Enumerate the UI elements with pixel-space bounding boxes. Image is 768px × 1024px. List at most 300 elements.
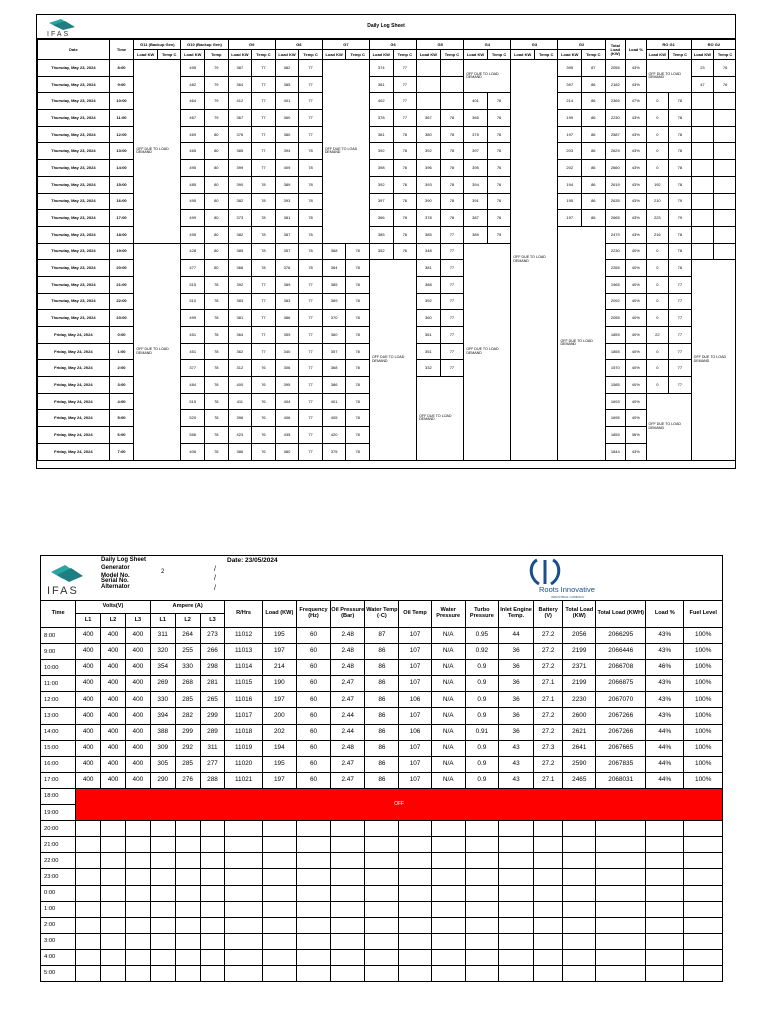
g2-load: 202 [558,160,582,177]
reading-cell: 276 [175,772,200,788]
reading-cell: 2067070 [596,692,646,708]
reading-cell: 0.9 [465,692,498,708]
reading-cell: 2.47 [331,756,365,772]
col-header-time: Time [109,40,134,60]
g8-temp: 77 [299,410,323,427]
load-percent: 43% [626,60,646,77]
empty-cell [498,853,533,869]
empty-cell [296,821,330,837]
empty-cell [365,885,399,901]
empty-cell [465,917,498,933]
col-header-total-load: Total Load (KW) [605,40,625,60]
empty-cell [684,885,723,901]
empty-cell [399,901,431,917]
empty-cell [200,917,225,933]
reading-cell: 100% [684,756,723,772]
col-header-generator: G4 [464,40,511,50]
total-load: 2587 [605,126,625,143]
table-row [41,740,723,756]
load-percent: 43% [626,110,646,127]
g9-load: 383 [228,293,252,310]
empty-cell [714,176,736,193]
reading-cell: 2.47 [331,772,365,788]
reading-cell: 36 [498,644,533,660]
load-percent: 40% [626,393,646,410]
reading-cell: 11012 [225,628,262,644]
g10-load: 451 [181,327,205,344]
g10-temp: 78 [205,393,229,410]
empty-cell [101,965,126,981]
g9-load: 423 [228,427,252,444]
row-time: 21:00 [109,276,134,293]
row-time: 11:00 [41,676,76,692]
empty-cell [200,949,225,965]
empty-cell [101,869,126,885]
off-due-to-load-demand-note: OFF DUE TO LOAD DEMAND [511,60,558,461]
total-load: 1570 [605,360,625,377]
g9-load: 381 [228,310,252,327]
reading-cell: 86 [365,740,399,756]
reading-cell: 100% [684,772,723,788]
g10-load: 451 [181,343,205,360]
g5-temp: 78 [440,176,464,193]
col-header-metric: Oil Pressure (Bar) [331,601,365,628]
row-time: 1:00 [41,901,76,917]
reading-cell: 100% [684,740,723,756]
g9-load: 386 [228,443,252,460]
g5-load: 392 [417,293,441,310]
reading-cell: 11019 [225,740,262,756]
g8-load: 382 [275,60,299,77]
g9-temp: 77 [252,310,276,327]
empty-cell [101,837,126,853]
empty-cell [296,965,330,981]
empty-cell [101,821,126,837]
load-percent: 43% [626,126,646,143]
col-subheader-phase: L2 [175,614,200,628]
g6-temp: 77 [393,76,417,93]
empty-cell [399,821,431,837]
empty-cell [465,821,498,837]
row-date: Friday, May 24, 2024 [38,393,110,410]
g5-load: 393 [417,176,441,193]
g10-load: 556 [181,427,205,444]
table-row [41,885,723,901]
g9-load: 312 [228,360,252,377]
col-subheader-temp: Temp C [346,50,370,60]
g10-temp: 78 [205,293,229,310]
reading-cell: 36 [498,692,533,708]
g6-load: 402 [369,93,393,110]
ro-g1-temp: 77 [669,310,692,327]
g5-temp: 78 [440,160,464,177]
row-date: Thursday, May 23, 2024 [38,210,110,227]
empty-cell [365,933,399,949]
g10-load: 469 [181,126,205,143]
empty-cell [262,949,296,965]
empty-cell [684,837,723,853]
reading-cell: 400 [101,692,126,708]
col-subheader-temp: Temp C [252,50,276,60]
empty-cell [76,853,101,869]
g9-load: 382 [228,193,252,210]
load-percent: 43% [626,210,646,227]
off-due-to-load-demand-note: OFF DUE TO LOAD DEMAND [369,260,416,460]
row-time: 22:00 [109,293,134,310]
g10-load: 510 [181,293,205,310]
reading-cell: 27.1 [534,676,563,692]
ro-g1-temp: 78 [669,110,692,127]
empty-cell [596,837,646,853]
total-load: 1859 [605,427,625,444]
empty-cell [175,853,200,869]
col-header-generator: G3 [511,40,558,50]
col-subheader-load: Load KW [181,50,205,60]
reading-cell: 2371 [563,660,596,676]
g8-temp: 77 [299,327,323,344]
empty-cell [714,226,736,243]
g5-load: 385 [417,226,441,243]
g6-temp: 77 [393,60,417,77]
reading-cell: 11018 [225,724,262,740]
g6-load: 378 [369,110,393,127]
empty-cell [125,853,150,869]
empty-cell [225,885,262,901]
table-row [38,60,737,77]
reading-cell: 36 [498,660,533,676]
ro-g1-temp: 78 [669,176,692,193]
load-percent: 36% [626,427,646,444]
g9-load: 390 [228,176,252,193]
reading-cell: 27.2 [534,708,563,724]
reading-cell: 354 [150,660,175,676]
empty-cell [431,965,465,981]
reading-cell: 107 [399,756,431,772]
g4-load: 397 [464,143,488,160]
empty-cell [563,949,596,965]
row-time: 23:00 [109,310,134,327]
table-row [41,644,723,660]
reading-cell: 285 [175,756,200,772]
reading-cell: N/A [431,660,465,676]
empty-cell [365,821,399,837]
empty-cell [399,869,431,885]
g2-temp: 86 [582,76,606,93]
g9-load: 400 [228,377,252,394]
empty-cell [331,837,365,853]
empty-cell [150,965,175,981]
row-date: Thursday, May 23, 2024 [38,93,110,110]
empty-cell [563,933,596,949]
g10-load: 495 [181,160,205,177]
empty-cell [563,885,596,901]
reading-cell: 2.44 [331,724,365,740]
empty-cell [714,210,736,227]
empty-cell [262,869,296,885]
off-due-to-load-demand-note: OFF DUE TO LOAD DEMAND [134,243,181,460]
ro-g1-load: 0 [646,293,669,310]
reading-cell: 2.48 [331,628,365,644]
reading-cell: 400 [76,756,101,772]
load-percent: 47% [626,93,646,110]
g5-temp: 78 [440,210,464,227]
empty-cell [465,949,498,965]
ro-g1-temp: 78 [669,143,692,160]
empty-cell [714,143,736,160]
empty-cell [125,821,150,837]
reading-cell: 400 [101,676,126,692]
total-load: 2265 [605,260,625,277]
g2-load: 197 [558,126,582,143]
reading-cell: 214 [262,660,296,676]
reading-cell: 2066708 [596,660,646,676]
g10-temp: 80 [205,193,229,210]
row-time: 2:00 [41,917,76,933]
reading-cell: 27.3 [534,740,563,756]
g9-temp: 77 [252,76,276,93]
reading-cell: 27.1 [534,692,563,708]
g9-load: 385 [228,143,252,160]
g2-load: 195 [558,193,582,210]
reading-cell: 43% [646,692,684,708]
ro-g1-load: 22 [646,327,669,344]
row-time: 9:00 [41,644,76,660]
row-date: Friday, May 24, 2024 [38,377,110,394]
table-row [41,869,723,885]
g10-load: 464 [181,93,205,110]
g5-temp [440,76,464,93]
ro-g1-temp: 78 [669,243,692,260]
reading-cell: 107 [399,660,431,676]
reading-cell: 11014 [225,660,262,676]
col-header-metric: Water Pressure [431,601,465,628]
empty-cell [596,869,646,885]
empty-cell [175,837,200,853]
g9-temp: 77 [252,343,276,360]
g5-load [417,60,441,77]
reading-cell: 107 [399,644,431,660]
reading-cell: 36 [498,724,533,740]
g9-load: 364 [228,327,252,344]
empty-cell [296,901,330,917]
reading-cell: 289 [200,724,225,740]
off-due-to-load-demand-note: OFF DUE TO LOAD DEMAND [646,393,691,460]
col-subheader-load: Load KW [646,50,669,60]
svg-text:IFAS: IFAS [47,585,79,596]
reading-cell: N/A [431,628,465,644]
empty-cell [150,901,175,917]
col-subheader-load: Load KW [558,50,582,60]
empty-cell [563,965,596,981]
empty-cell [498,901,533,917]
col-subheader-load: Load KW [134,50,158,60]
g8-temp: 77 [299,293,323,310]
empty-cell [262,965,296,981]
reading-cell: 400 [76,644,101,660]
empty-cell [534,965,563,981]
reading-cell: 46% [646,660,684,676]
reading-cell: 400 [76,708,101,724]
reading-cell: 86 [365,660,399,676]
empty-cell [465,853,498,869]
row-date: Thursday, May 23, 2024 [38,110,110,127]
g4-load: 395 [464,160,488,177]
g2-load: 395 [558,60,582,77]
empty-cell [534,853,563,869]
g5-load [417,93,441,110]
reading-cell: 2067266 [596,708,646,724]
load-percent: 40% [626,360,646,377]
empty-cell [331,949,365,965]
g5-load: 390 [417,193,441,210]
svg-text:IFAS: IFAS [47,31,71,37]
empty-cell [646,933,684,949]
g7-temp: 78 [346,243,370,260]
total-load: 2629 [605,143,625,160]
empty-cell [331,821,365,837]
ro-g2-load: 23 [691,60,714,77]
g9-load: 376 [228,126,252,143]
empty-cell [684,821,723,837]
ro-g1-temp: 79 [669,210,692,227]
table-row [41,901,723,917]
g9-temp: 77 [252,276,276,293]
reading-cell: 290 [150,772,175,788]
g4-temp: 76 [487,210,511,227]
off-banner: OFF [76,788,723,820]
col-subheader-phase: L3 [125,614,150,628]
g10-load: 499 [181,310,205,327]
col-header-metric: R/Hrs [225,601,262,628]
empty-cell [125,933,150,949]
reading-cell: 2.48 [331,660,365,676]
g5-load: 367 [417,110,441,127]
empty-cell [714,93,736,110]
g7-load: 401 [322,393,346,410]
table-row [41,821,723,837]
g10-temp: 79 [205,93,229,110]
empty-cell [200,869,225,885]
empty-cell [596,821,646,837]
g10-temp: 78 [205,343,229,360]
reading-cell: 11017 [225,708,262,724]
reading-cell: 400 [125,628,150,644]
total-load: 2055 [605,60,625,77]
reading-cell: N/A [431,724,465,740]
row-time: 3:00 [41,933,76,949]
divider: / [214,585,216,592]
reading-cell: 2066295 [596,628,646,644]
ifas-logo [45,560,95,596]
reading-cell: 107 [399,628,431,644]
g10-temp: 80 [205,126,229,143]
g8-temp: 78 [299,143,323,160]
g6-temp: 78 [393,226,417,243]
g5-load [417,76,441,93]
empty-cell [534,885,563,901]
g6-temp: 78 [393,143,417,160]
reading-cell: 2.47 [331,676,365,692]
empty-cell [684,933,723,949]
row-date: Thursday, May 23, 2024 [38,193,110,210]
empty-cell [534,917,563,933]
col-subheader-temp: Temp [205,50,229,60]
reading-cell: 400 [101,628,126,644]
reading-cell: 255 [175,644,200,660]
g8-load: 359 [275,327,299,344]
load-percent: 40% [626,343,646,360]
g8-load: 435 [275,427,299,444]
ro-g2-load: 47 [691,76,714,93]
g2-temp: 86 [582,210,606,227]
empty-cell [684,869,723,885]
g2-load: 199 [558,110,582,127]
empty-cell [175,917,200,933]
reading-cell: 11013 [225,644,262,660]
reading-cell: 282 [175,708,200,724]
g5-temp: 77 [440,310,464,327]
reading-cell: 107 [399,772,431,788]
table-row [41,628,723,644]
empty-cell [101,917,126,933]
g10-temp: 80 [205,143,229,160]
empty-cell [125,869,150,885]
empty-cell [399,917,431,933]
empty-cell [498,917,533,933]
g4-temp: 76 [487,126,511,143]
reading-cell: 197 [262,692,296,708]
empty-cell [684,901,723,917]
ro-g1-temp: 78 [669,93,692,110]
g8-load: 401 [275,93,299,110]
empty-cell [76,917,101,933]
g6-load: 381 [369,126,393,143]
total-load: 2479 [605,226,625,243]
g7-load: 360 [322,327,346,344]
g6-temp: 78 [393,176,417,193]
row-time: 7:00 [109,443,134,460]
g5-temp [440,93,464,110]
g5-load: 392 [417,143,441,160]
g7-load: 389 [322,293,346,310]
g10-load: 465 [181,143,205,160]
reading-cell: 43% [646,676,684,692]
g8-temp: 77 [299,93,323,110]
reading-cell: 400 [125,644,150,660]
g9-temp: 78 [252,260,276,277]
g2-load: 397 [558,76,582,93]
off-due-to-load-demand-note: OFF DUE TO LOAD DEMAND [691,260,736,460]
col-header-volts: Volts(V) [76,601,151,614]
reading-cell: 2621 [563,724,596,740]
g9-temp: 76 [252,410,276,427]
row-time: 6:00 [109,427,134,444]
empty-cell [498,949,533,965]
empty-cell [101,949,126,965]
g8-load: 389 [275,276,299,293]
empty-cell [296,869,330,885]
reading-cell: 87 [365,628,399,644]
empty-cell [101,901,126,917]
reading-cell: 388 [150,724,175,740]
empty-cell [498,837,533,853]
g8-temp: 78 [299,210,323,227]
g10-load: 495 [181,60,205,77]
g10-load: 477 [181,260,205,277]
row-date: Thursday, May 23, 2024 [38,226,110,243]
reading-cell: 400 [101,708,126,724]
header-model: Model No. [101,573,130,579]
